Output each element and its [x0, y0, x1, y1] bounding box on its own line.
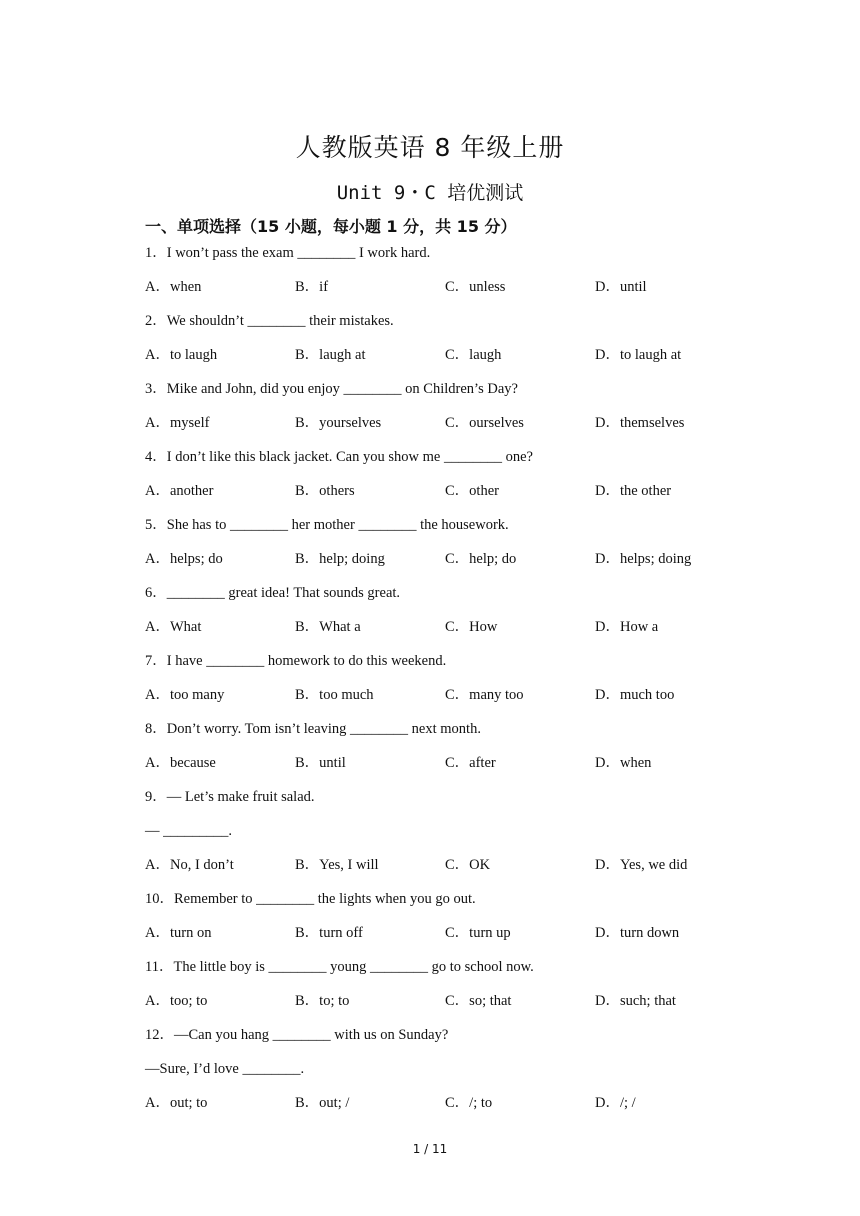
question-7 — [145, 647, 745, 715]
answer-option-b: B．others — [295, 483, 355, 499]
question-stem: 6．________ great idea! That sounds great. — [145, 585, 401, 601]
question-stem: 4．I don’t like this black jacket. Can you show me ________ one? — [145, 449, 533, 465]
document-subtitle: Unit 9・C 培优测试 — [336, 182, 524, 204]
answer-option-a: A．What — [145, 619, 202, 635]
question-stem: 1．I won’t pass the exam ________ I work hard. — [145, 245, 431, 261]
answer-option-c: C．OK — [445, 857, 491, 873]
answer-options — [145, 545, 745, 579]
answer-options — [145, 987, 745, 1021]
answer-options — [145, 341, 745, 375]
answer-option-a: A．when — [145, 279, 202, 295]
answer-option-d: D．themselves — [595, 415, 685, 431]
answer-option-a: A．myself — [145, 415, 210, 431]
answer-options — [145, 409, 745, 443]
question-stem: —Sure, I’d love ________. — [145, 1061, 305, 1077]
answer-option-a: A．too many — [145, 687, 225, 703]
answer-option-d: D．such; that — [595, 993, 676, 1009]
answer-option-b: B．Yes, I will — [295, 857, 379, 873]
answer-option-c: C．laugh — [445, 347, 502, 363]
answer-option-b: B．to; to — [295, 993, 350, 1009]
answer-option-b: B．until — [295, 755, 346, 771]
question-stem: — _________. — [145, 823, 232, 839]
question-stem: 7．I have ________ homework to do this weekend. — [145, 653, 447, 669]
question-2 — [145, 307, 745, 375]
answer-option-c: C．turn up — [445, 925, 511, 941]
question-4 — [145, 443, 745, 511]
question-stem: 3．Mike and John, did you enjoy ________ on Children’s Day? — [145, 381, 518, 397]
answer-options — [145, 613, 745, 647]
answer-option-d: D．turn down — [595, 925, 680, 941]
answer-option-b: B．help; doing — [295, 551, 385, 567]
answer-options — [145, 681, 745, 715]
answer-option-d: D．to laugh at — [595, 347, 682, 363]
answer-option-b: B．too much — [295, 687, 374, 703]
answer-option-d: D．/; / — [595, 1095, 636, 1111]
answer-option-b: B．turn off — [295, 925, 363, 941]
question-8 — [145, 715, 745, 783]
answer-options — [145, 851, 745, 885]
answer-option-a: A．turn on — [145, 925, 212, 941]
question-list — [145, 239, 745, 1123]
answer-option-c: C．How — [445, 619, 498, 635]
answer-options — [145, 477, 745, 511]
question-stem: 2．We shouldn’t ________ their mistakes. — [145, 313, 394, 329]
question-9 — [145, 783, 745, 885]
answer-options — [145, 1089, 745, 1123]
answer-option-b: B．out; / — [295, 1095, 350, 1111]
question-stem: 8．Don’t worry. Tom isn’t leaving ________ next month. — [145, 721, 481, 737]
answer-option-c: C．help; do — [445, 551, 517, 567]
answer-option-b: B．if — [295, 279, 329, 295]
answer-option-b: B．yourselves — [295, 415, 382, 431]
question-stem: 5．She has to ________ her mother ________ the housework. — [145, 517, 509, 533]
question-stem: 9．— Let’s make fruit salad. — [145, 789, 315, 805]
question-stem: 12．—Can you hang ________ with us on Sunday? — [145, 1027, 449, 1043]
answer-option-c: C．other — [445, 483, 499, 499]
page-number: 1 / 11 — [412, 1142, 448, 1156]
question-10 — [145, 885, 745, 953]
answer-option-c: C．ourselves — [445, 415, 524, 431]
answer-option-a: A．No, I don’t — [145, 857, 234, 873]
answer-options — [145, 749, 745, 783]
answer-option-d: D．helps; doing — [595, 551, 692, 567]
document-title: 人教版英语 8 年级上册 — [295, 133, 565, 162]
answer-option-c: C．after — [445, 755, 496, 771]
answer-option-b: B．What a — [295, 619, 361, 635]
question-11 — [145, 953, 745, 1021]
question-stem: 10．Remember to ________ the lights when you go out. — [145, 891, 476, 907]
answer-option-d: D．the other — [595, 483, 672, 499]
answer-options — [145, 273, 745, 307]
question-6 — [145, 579, 745, 647]
answer-option-a: A．another — [145, 483, 214, 499]
answer-option-c: C．so; that — [445, 993, 512, 1009]
answer-option-a: A．too; to — [145, 993, 208, 1009]
answer-option-d: D．How a — [595, 619, 659, 635]
answer-option-d: D．when — [595, 755, 652, 771]
answer-option-a: A．out; to — [145, 1095, 208, 1111]
answer-option-a: A．to laugh — [145, 347, 218, 363]
answer-options — [145, 919, 745, 953]
answer-option-d: D．much too — [595, 687, 675, 703]
answer-option-c: C．/; to — [445, 1095, 493, 1111]
answer-option-c: C．unless — [445, 279, 506, 295]
answer-option-d: D．Yes, we did — [595, 857, 688, 873]
answer-option-c: C．many too — [445, 687, 524, 703]
question-5 — [145, 511, 745, 579]
answer-option-a: A．helps; do — [145, 551, 223, 567]
question-12 — [145, 1021, 745, 1123]
question-stem: 11．The little boy is ________ young ________ go to school now. — [145, 959, 534, 975]
section-heading: 一、单项选择（15 小题，每小题 1 分，共 15 分） — [145, 217, 517, 236]
question-3 — [145, 375, 745, 443]
answer-option-a: A．because — [145, 755, 216, 771]
answer-option-d: D．until — [595, 279, 647, 295]
answer-option-b: B．laugh at — [295, 347, 366, 363]
question-1 — [145, 239, 745, 307]
